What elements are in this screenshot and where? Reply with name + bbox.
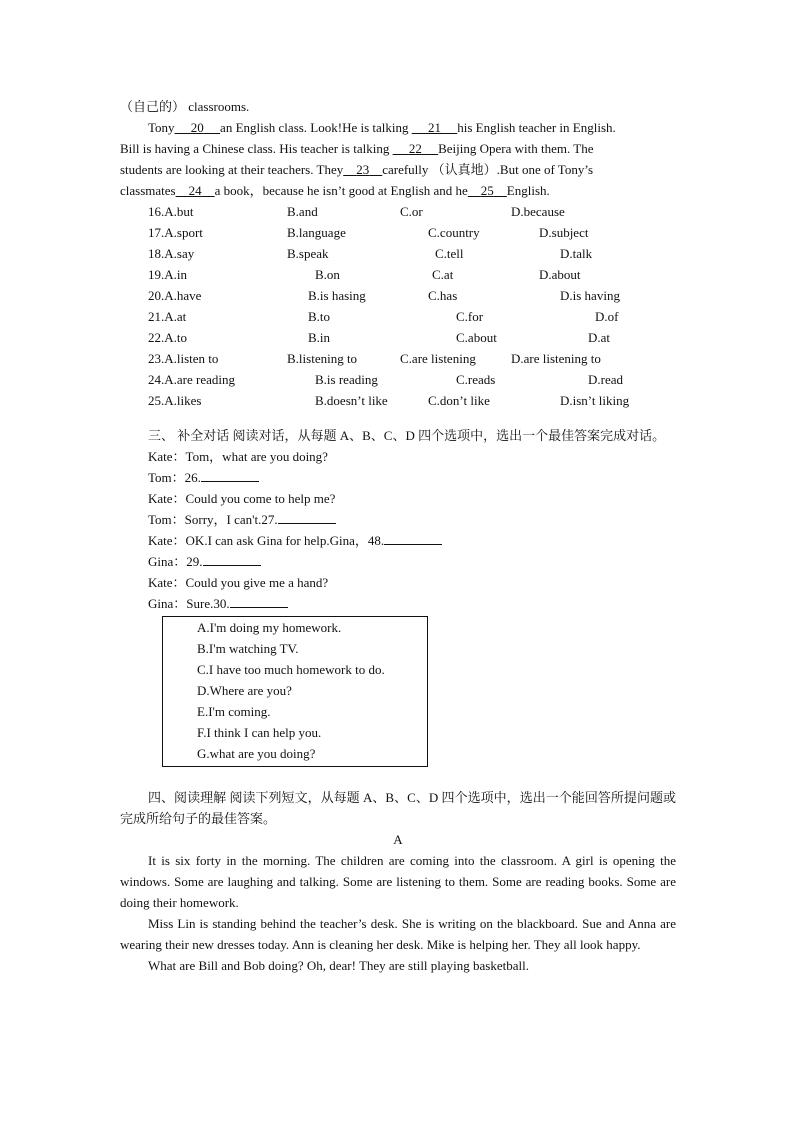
passage-label: A [393, 832, 403, 847]
option-b: B.to [308, 309, 331, 324]
answer-blank[interactable] [230, 593, 288, 608]
cloze-question-list [120, 201, 676, 411]
option-d: D.read [588, 372, 624, 387]
dialogue-line: Kate：Tom，what are you doing? [148, 449, 328, 464]
option-b: B.listening to [287, 351, 358, 366]
passage-paragraph: Miss Lin is standing behind the teacher’s desk. She is writing on the blackboard. Sue and Anna are wearing their new dresses today. Ann is cleaning her desk. Mike is helping her. They all look happy. [120, 916, 676, 952]
dialogue-line: Kate：OK.I can ask Gina for help.Gina，48. [120, 530, 676, 551]
cloze-text: carefully （认真地）.But one of Tony’s [382, 162, 594, 177]
option-d: D.because [511, 204, 565, 219]
cloze-text: his English teacher in English. [457, 120, 616, 135]
box-option: E.I'm coming. [197, 704, 271, 719]
option-c: C.or [400, 204, 423, 219]
question-18 [120, 243, 676, 264]
passage-paragraph: What are Bill and Bob doing? Oh, dear! They are still playing basketball. [148, 958, 529, 973]
option-a: 20.A.have [148, 288, 202, 303]
cloze-text: students are looking at their teachers. They [120, 162, 344, 177]
section-4 [120, 787, 676, 976]
option-a: 21.A.at [148, 309, 187, 324]
dialogue-line: Kate：Could you come to help me? [148, 491, 336, 506]
cloze-line-1 [120, 117, 676, 138]
cloze-text: English. [506, 183, 550, 198]
dialogue-line: Kate：Could you give me a hand? [148, 575, 329, 590]
cloze-line-4 [120, 180, 676, 201]
option-a: 25.A.likes [148, 393, 202, 408]
box-option: A.I'm doing my homework. [197, 620, 342, 635]
dialogue-line: Gina：29. [120, 551, 676, 572]
option-d: D.about [539, 267, 581, 282]
dialogue-line: Tom：Sorry，I can't.27. [120, 509, 676, 530]
cloze-line-0 [120, 96, 676, 117]
option-d: D.isn’t liking [560, 393, 630, 408]
document-page [120, 96, 676, 976]
question-20 [120, 285, 676, 306]
option-d: D.of [595, 309, 619, 324]
option-a: 23.A.listen to [148, 351, 219, 366]
section-3-title: 三、 补全对话 阅读对话，从每题 A、B、C、D 四个选项中，选出一个最佳答案完成对话。 [148, 428, 666, 443]
option-a: 18.A.say [148, 246, 195, 261]
option-c: C.don’t like [428, 393, 490, 408]
option-b: B.is reading [315, 372, 378, 387]
option-c: C.reads [456, 372, 496, 387]
option-c: C.at [432, 267, 454, 282]
answer-blank[interactable] [203, 551, 261, 566]
option-d: D.talk [560, 246, 593, 261]
blank-22: 22 [408, 141, 422, 156]
question-24 [120, 369, 676, 390]
options-box [162, 616, 428, 767]
box-option: D.Where are you? [197, 683, 292, 698]
question-22 [120, 327, 676, 348]
option-b: B.and [287, 204, 318, 219]
option-a: 22.A.to [148, 330, 187, 345]
box-option: C.I have too much homework to do. [197, 662, 385, 677]
cloze-text: Bill is having a Chinese class. His teacher is talking [120, 141, 393, 156]
cloze-text: Beijing Opera with them. The [438, 141, 594, 156]
question-19 [120, 264, 676, 285]
section-3 [120, 425, 676, 767]
answer-blank[interactable] [384, 530, 442, 545]
option-a: 17.A.sport [148, 225, 203, 240]
option-c: C.about [456, 330, 497, 345]
option-a: 19.A.in [148, 267, 187, 282]
answer-blank[interactable] [278, 509, 336, 524]
option-b: B.speak [287, 246, 329, 261]
blank-20: 20 [190, 120, 204, 135]
option-c: C.country [428, 225, 480, 240]
question-16 [120, 201, 676, 222]
option-d: D.are listening to [511, 351, 601, 366]
option-c: C.tell [435, 246, 464, 261]
cloze-text: （自己的） classrooms. [120, 99, 250, 114]
cloze-line-2 [120, 138, 676, 159]
option-b: B.in [308, 330, 331, 345]
option-b: B.on [315, 267, 340, 282]
blank-24: 24 [188, 183, 202, 198]
option-d: D.is having [560, 288, 620, 303]
cloze-text: Tony [148, 120, 175, 135]
blank-25: 25 [480, 183, 494, 198]
answer-blank[interactable] [201, 467, 259, 482]
option-a: 16.A.but [148, 204, 194, 219]
option-c: C.are listening [400, 351, 476, 366]
option-c: C.for [456, 309, 484, 324]
question-17 [120, 222, 676, 243]
cloze-text: classmates [120, 183, 176, 198]
cloze-line-3 [120, 159, 676, 180]
section-4-title: 四、阅读理解 阅读下列短文，从每题 A、B、C、D 四个选项中，选出一个能回答所提问题或完成所给句子的最佳答案。 [120, 790, 676, 826]
option-a: 24.A.are reading [148, 372, 235, 387]
option-d: D.subject [539, 225, 589, 240]
dialogue-line: Gina：Sure.30. [120, 593, 676, 614]
option-b: B.language [287, 225, 346, 240]
option-c: C.has [428, 288, 458, 303]
question-21 [120, 306, 676, 327]
option-b: B.doesn’t like [315, 393, 388, 408]
blank-23: 23 [356, 162, 370, 177]
question-23 [120, 348, 676, 369]
box-option: B.I'm watching TV. [197, 641, 299, 656]
cloze-text: a book，because he isn’t good at English and he [214, 183, 468, 198]
question-25 [120, 390, 676, 411]
option-b: B.is hasing [308, 288, 366, 303]
dialogue-line: Tom：26. [120, 467, 676, 488]
box-option: F.I think I can help you. [197, 725, 322, 740]
cloze-text: an English class. Look!He is talking [220, 120, 412, 135]
blank-21: 21 [428, 120, 442, 135]
box-option: G.what are you doing? [197, 746, 316, 761]
option-d: D.at [588, 330, 611, 345]
passage-paragraph: It is six forty in the morning. The children are coming into the classroom. A girl is opening the windows. Some are laughing and talking. Some are listening to them. Some are reading books. Some are doing their homework. [120, 853, 676, 910]
